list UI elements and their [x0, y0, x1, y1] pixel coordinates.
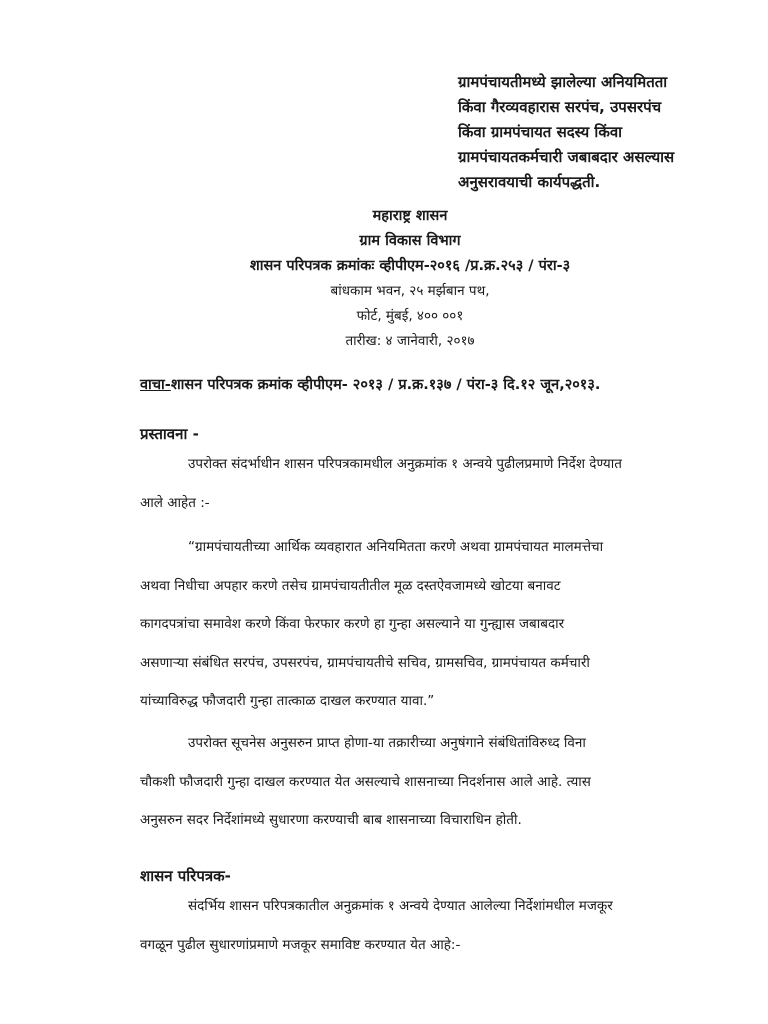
paragraph-line: आले आहेत :- — [140, 494, 210, 511]
letter-header — [140, 204, 680, 354]
reference-line — [140, 374, 760, 394]
preamble-paragraph-1 — [140, 445, 710, 522]
subject-block — [458, 70, 748, 195]
paragraph-line: वगळून पुढील सुधारणांप्रमाणे मजकूर समाविष्ट करण्यात येत आहे:- — [140, 936, 461, 953]
reference-text: शासन परिपत्रक क्रमांक व्हीपीएम- २०१३ / प्र.क्र.१३७ / पंरा-३ दि.१२ जून,२०१३. — [170, 377, 601, 393]
quoted-directive — [140, 528, 710, 721]
paragraph-line: संदर्भिय शासन परिपत्रकातील अनुक्रमांक १ अन्वये देण्यात आलेल्या निर्देशांमधील मजकूर — [188, 898, 613, 914]
subject-line: अनुसरावयाची कार्यपद्धती. — [458, 173, 601, 191]
paragraph-line: यांच्याविरुद्ध फौजदारी गुन्हा तात्काळ दाखल करण्यात यावा.” — [140, 693, 435, 709]
subject-line: ग्रामपंचायतीमध्ये झालेल्या अनियमितता — [458, 73, 668, 91]
paragraph-line: उपरोक्त सूचनेस अनुसरुन प्राप्त होणा-या तक्रारीच्या अनुषंगाने संबंधितांविरुध्द विना — [188, 735, 586, 751]
paragraph-line: अथवा निधीचा अपहार करणे तसेच ग्रामपंचायतीतील मूळ दस्तऐवजामध्ये खोटया बनावट — [140, 577, 561, 594]
paragraph-line: “ग्रामपंचायतीच्या आर्थिक व्यवहारात अनियमितता करणे अथवा ग्रामपंचायत मालमत्तेचा — [188, 539, 604, 555]
preamble-paragraph-2 — [140, 724, 710, 840]
circular-heading: शासन परिपत्रक- — [140, 867, 231, 885]
government-name: महाराष्ट्र शासन — [372, 208, 448, 224]
address-line-1: बांधकाम भवन, २५ मर्झबान पथ, — [330, 283, 490, 299]
paragraph-line: असणाऱ्या संबंधित सरपंच, उपसरपंच, ग्रामपंचायतीचे सचिव, ग्रामसचिव, ग्रामपंचायत कर्मचारी — [140, 654, 590, 671]
subject-line: ग्रामपंचायतकर्मचारी जबाबदार असल्यास — [458, 148, 675, 166]
reference-label: वाचा- — [140, 377, 171, 393]
issue-date: तारीख: ४ जानेवारी, २०१७ — [345, 333, 475, 349]
paragraph-line: कागदपत्रांचा समावेश करणे किंवा फेरफार करणे हा गुन्हा असल्याने या गुन्ह्यास जबाबदार — [140, 616, 565, 632]
circular-number: शासन परिपत्रक क्रमांकः व्हीपीएम-२०१६ /प्र.क्र.२५३ / पंरा-३ — [249, 258, 571, 274]
paragraph-line: उपरोक्त संदर्भाधीन शासन परिपत्रकामधील अनुक्रमांक १ अन्वये पुढीलप्रमाणे निर्देश देण्यात — [188, 456, 622, 472]
paragraph-line: अनुसरुन सदर निर्देशांमध्ये सुधारणा करण्याची बाब शासनाच्या विचाराधिन होती. — [140, 812, 522, 828]
department-name: ग्राम विकास विभाग — [359, 233, 461, 249]
address-line-2: फोर्ट, मुंबई, ४०० ००१ — [356, 308, 464, 324]
subject-line: किंवा ग्रामपंचायत सदस्य किंवा — [458, 123, 623, 141]
circular-paragraph — [140, 887, 710, 964]
paragraph-line: चौकशी फौजदारी गुन्हा दाखल करण्यात येत असल्याचे शासनाच्या निदर्शनास आले आहे. त्यास — [140, 773, 591, 790]
preamble-heading: प्रस्तावना - — [140, 425, 199, 443]
subject-line: किंवा गैरव्यवहारास सरपंच, उपसरपंच — [458, 98, 662, 116]
